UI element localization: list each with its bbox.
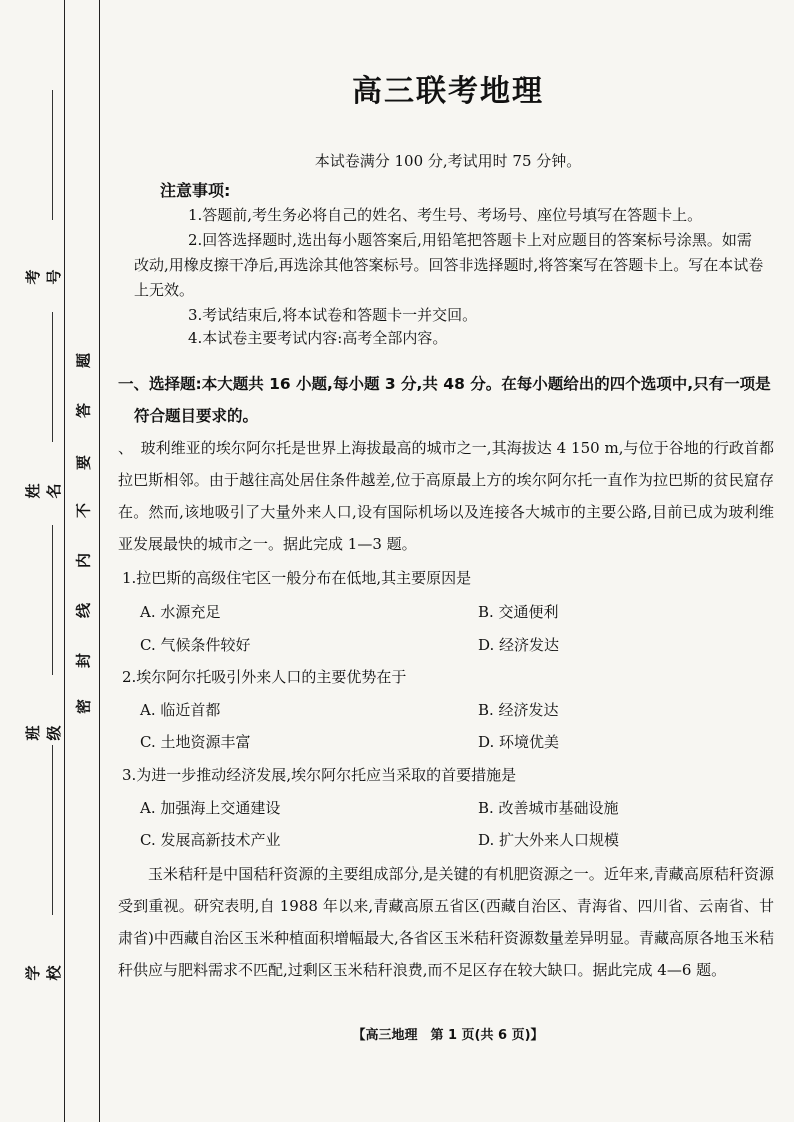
notice-heading: 注意事项:	[160, 181, 231, 200]
seal-char: 要	[74, 455, 93, 471]
seal-char: 密	[74, 699, 93, 715]
name-label: 姓名	[24, 483, 63, 499]
binding-line-inner	[99, 0, 100, 1122]
seal-char: 题	[74, 353, 93, 369]
notice-item: 1.答题前,考生务必将自己的姓名、考生号、考场号、座位号填写在答题卡上。	[188, 206, 703, 224]
passage-1: 、 玻利维亚的埃尔阿尔托是世界上海拔最高的城市之一,其海拔达 4 150 m,与位于谷地的行政首都拉巴斯相邻。由于越往高处居住条件越差,位于高原最上方的埃尔阿尔托一直作为拉巴斯的贫民窟存在。然而,该地吸引了大量外来人口,设有国际机场以及连接各大城市的主要公路,目前已成为玻利维亚发展最快的城市之一。据此完成 1—3 题。	[118, 439, 774, 553]
exam-no-blank	[52, 90, 53, 220]
option: C. 气候条件较好	[140, 636, 251, 654]
option: C. 发展高新技术产业	[140, 831, 281, 849]
class-label: 班级	[24, 725, 63, 741]
option: D. 扩大外来人口规模	[478, 831, 620, 849]
notice-item: 4.本试卷主要考试内容:高考全部内容。	[188, 329, 448, 347]
option: D. 经济发达	[478, 636, 560, 654]
seal-char: 内	[74, 553, 93, 569]
option: B. 交通便利	[478, 603, 559, 621]
exam-meta: 本试卷满分 100 分,考试用时 75 分钟。	[314, 152, 582, 170]
seal-char: 不	[74, 503, 93, 519]
notice-item: 3.考试结束后,将本试卷和答题卡一并交回。	[188, 306, 478, 324]
passage-2: 玉米秸秆是中国秸秆资源的主要组成部分,是关键的有机肥资源之一。近年来,青藏高原秸秆资源受到重视。研究表明,自 1988 年以来,青藏高原五省区(西藏自治区、青海省、四川省、云南省、甘肃省)中西藏自治区玉米种植面积增幅最大,各省区玉米秸秆资源数量差异明显。青藏高原各地玉米秸秆供应与肥料需求不匹配,过剩区玉米秸秆浪费,而不足区存在较大缺口。据此完成 4—6 题。	[118, 865, 774, 979]
seal-char: 答	[74, 403, 93, 419]
school-label: 学校	[24, 965, 63, 981]
page-title: 高三联考地理	[352, 74, 544, 109]
section-heading-cont: 符合题目要求的。	[134, 407, 259, 425]
section-heading	[118, 368, 774, 432]
school-blank	[52, 745, 53, 915]
option: A. 水源充足	[140, 603, 221, 621]
option: B. 经济发达	[478, 701, 559, 719]
page-footer: 【高三地理 第 1 页(共 6 页)】	[352, 1028, 544, 1043]
notice-item: 2.回答选择题时,选出每小题答案后,用铅笔把答题卡上对应题目的答案标号涂黑。如需改动,用橡皮擦干净后,再选涂其他答案标号。回答非选择题时,将答案写在答题卡上。写在本试卷上无效。	[134, 231, 764, 299]
name-blank	[52, 312, 53, 442]
seal-char: 封	[74, 653, 93, 669]
option: A. 加强海上交通建设	[140, 799, 281, 817]
section-heading-text: 一、选择题:本大题共 16 小题,每小题 3 分,共 48 分。在每小题给出的四个选项中,只有一项是	[118, 375, 771, 393]
seal-char: 线	[74, 603, 93, 619]
question-stem: 2.埃尔阿尔托吸引外来人口的主要优势在于	[122, 668, 407, 686]
binding-line-outer	[64, 0, 65, 1122]
question-stem: 3.为进一步推动经济发展,埃尔阿尔托应当采取的首要措施是	[122, 766, 517, 784]
option: D. 环境优美	[478, 733, 560, 751]
option: B. 改善城市基础设施	[478, 799, 619, 817]
question-stem: 1.拉巴斯的高级住宅区一般分布在低地,其主要原因是	[122, 569, 472, 587]
class-blank	[52, 525, 53, 675]
option: A. 临近首都	[140, 701, 221, 719]
option: C. 土地资源丰富	[140, 733, 251, 751]
exam-no-label: 考号	[24, 269, 63, 285]
